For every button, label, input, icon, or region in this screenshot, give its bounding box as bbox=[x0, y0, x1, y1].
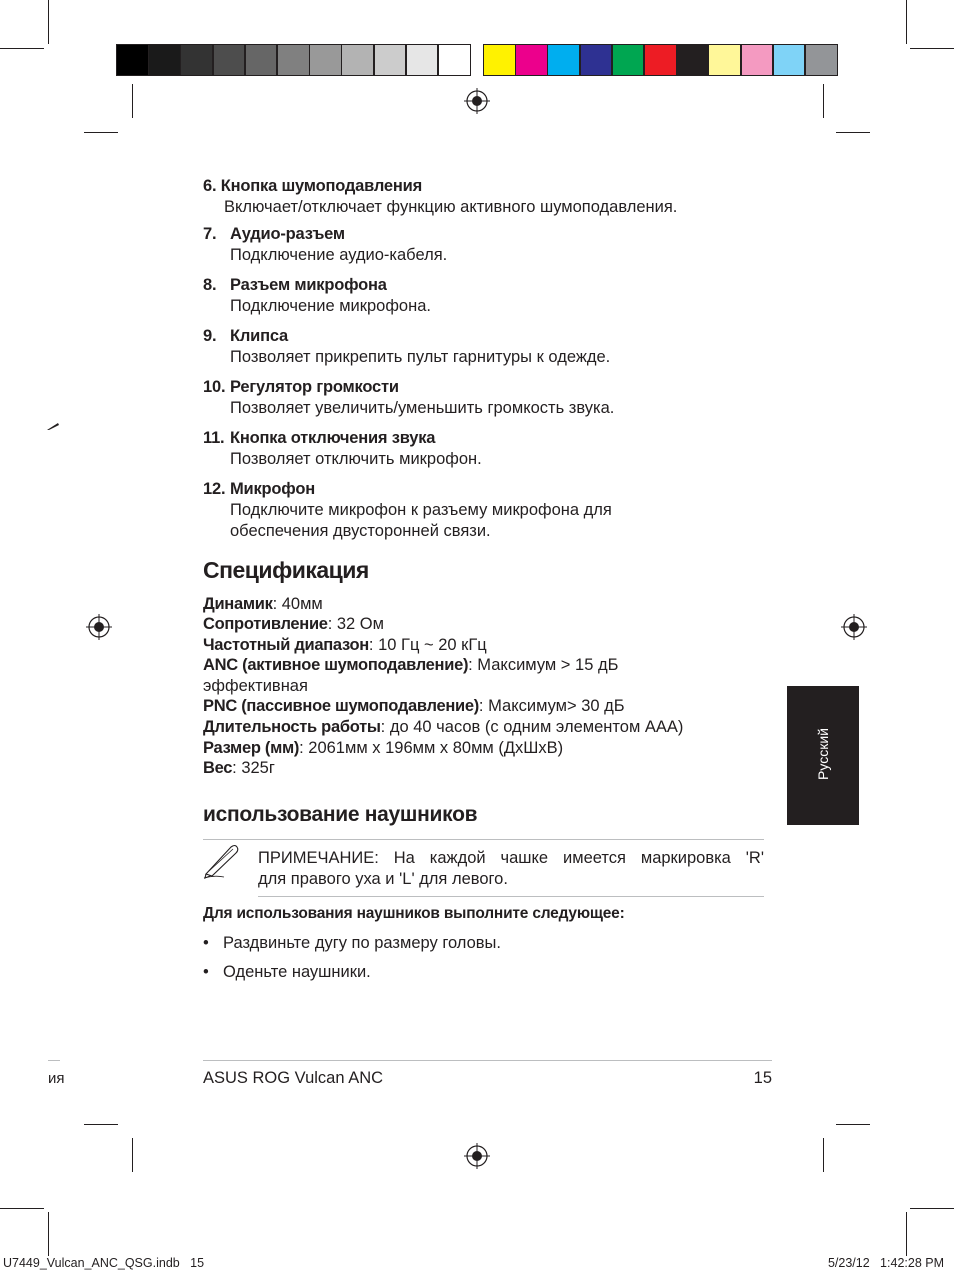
item-description: Подключение аудио-кабеля. bbox=[230, 246, 448, 264]
item-title: 8. Разъем микрофона bbox=[203, 276, 387, 294]
note-rule-bottom bbox=[258, 896, 764, 897]
item-title: 12. Микрофон bbox=[203, 480, 315, 498]
item-description: Включает/отключает функцию активного шумоподавления. bbox=[224, 198, 678, 216]
footer-rule-fragment bbox=[48, 1060, 60, 1061]
pencil-note-icon bbox=[202, 843, 240, 879]
spec-row: эффективная bbox=[203, 677, 308, 695]
slug-date: 5/23/12 1:42:28 PM bbox=[827, 1256, 944, 1270]
color-swatch bbox=[580, 44, 613, 76]
usage-instruction: Для использования наушников выполните следующее: bbox=[203, 905, 625, 922]
gray-swatch bbox=[148, 44, 181, 76]
gray-swatch bbox=[341, 44, 374, 76]
item-10 bbox=[203, 377, 614, 419]
footer-rule bbox=[203, 1060, 772, 1061]
color-swatch bbox=[805, 44, 838, 76]
spec-heading: Спецификация bbox=[203, 557, 369, 583]
color-swatch bbox=[612, 44, 645, 76]
color-swatch bbox=[547, 44, 580, 76]
item-title: 11. Кнопка отключения звука bbox=[203, 429, 436, 447]
gray-swatch bbox=[374, 44, 407, 76]
note-text bbox=[258, 848, 764, 890]
item-12 bbox=[203, 479, 612, 542]
spec-row: Длительность работы: до 40 часов (с одним элементом AAA) bbox=[203, 718, 684, 736]
language-side-tab bbox=[787, 686, 859, 825]
gray-swatch bbox=[438, 44, 471, 76]
registration-mark-icon bbox=[841, 614, 867, 640]
gray-swatch bbox=[309, 44, 342, 76]
item-9 bbox=[203, 326, 610, 368]
item-description: Позволяет прикрепить пульт гарнитуры к одежде. bbox=[230, 348, 611, 366]
note-rule-top bbox=[203, 839, 764, 840]
page-number: 15 bbox=[753, 1069, 772, 1087]
note-label: ПРИМЕЧАНИЕ bbox=[258, 849, 375, 867]
item-title: 9. Клипса bbox=[203, 327, 289, 345]
gray-swatch bbox=[245, 44, 278, 76]
spec-row: Сопротивление: 32 Ом bbox=[203, 615, 384, 633]
color-swatch bbox=[708, 44, 741, 76]
registration-mark-icon bbox=[464, 88, 490, 114]
item-title: 7. Аудио-разъем bbox=[203, 225, 345, 243]
color-swatch bbox=[676, 44, 709, 76]
gray-swatch bbox=[180, 44, 213, 76]
pencil-fragment-icon bbox=[46, 421, 60, 431]
item-description: Позволяет увеличить/уменьшить громкость звука. bbox=[230, 399, 615, 417]
color-swatch bbox=[741, 44, 774, 76]
item-6 bbox=[203, 176, 677, 218]
item-title: 6. Кнопка шумоподавления bbox=[203, 177, 423, 195]
registration-mark-icon bbox=[86, 614, 112, 640]
spec-row: ANC (активное шумоподавление): Максимум > 15 дБ bbox=[203, 656, 619, 674]
side-tab-label: Русский bbox=[815, 728, 831, 780]
spec-row: Вес: 325г bbox=[203, 759, 275, 777]
spec-row: PNC (пассивное шумоподавление): Максимум> 30 дБ bbox=[203, 697, 625, 715]
gray-swatch bbox=[277, 44, 310, 76]
gray-swatch bbox=[406, 44, 439, 76]
item-8 bbox=[203, 275, 431, 317]
item-title: 10. Регулятор громкости bbox=[203, 378, 399, 396]
registration-mark-icon bbox=[464, 1143, 490, 1169]
color-swatch bbox=[644, 44, 677, 76]
color-swatch bbox=[773, 44, 806, 76]
usage-heading: использование наушников bbox=[203, 803, 478, 826]
note-line: : На каждой чашке имеется маркировка 'R' bbox=[374, 849, 764, 867]
list-item: • Раздвиньте дугу по размеру головы. bbox=[203, 934, 501, 952]
spec-row: Динамик: 40мм bbox=[203, 595, 323, 613]
slug-file: U7449_Vulcan_ANC_QSG.indb 15 bbox=[3, 1256, 205, 1270]
item-description: обеспечения двусторонней связи. bbox=[230, 522, 491, 540]
note-line: для правого уха и 'L' для левого. bbox=[258, 870, 508, 888]
list-item: • Оденьте наушники. bbox=[203, 963, 371, 981]
footer-title: ASUS ROG Vulcan ANC bbox=[203, 1069, 384, 1087]
spec-row: Частотный диапазон: 10 Гц ~ 20 кГц bbox=[203, 636, 487, 654]
gray-swatch bbox=[116, 44, 149, 76]
item-description: Подключение микрофона. bbox=[230, 297, 431, 315]
item-11 bbox=[203, 428, 482, 470]
color-swatch bbox=[515, 44, 548, 76]
item-7 bbox=[203, 224, 447, 266]
spec-row: Размер (мм): 2061мм x 196мм x 80мм (ДхШхВ) bbox=[203, 739, 564, 757]
footer-left-fragment: ия bbox=[48, 1070, 65, 1087]
item-description: Позволяет отключить микрофон. bbox=[230, 450, 482, 468]
item-description: Подключите микрофон к разъему микрофона для bbox=[230, 501, 612, 519]
gray-swatch bbox=[213, 44, 246, 76]
color-swatch bbox=[483, 44, 516, 76]
